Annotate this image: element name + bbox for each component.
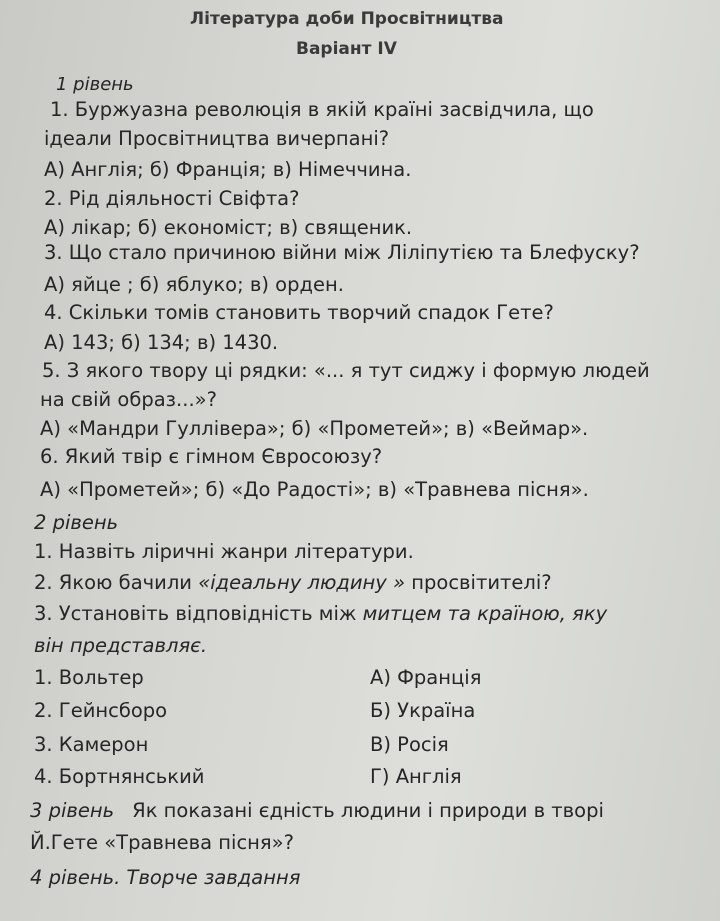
question-1-2-answers: А) лікар; б) економіст; в) священик. <box>44 216 413 239</box>
question-1-5-answers: А) «Мандри Гуллівера»; б) «Прометей»; в) «Веймар». <box>40 417 589 440</box>
matching-left-4: 4. Бортнянський <box>34 765 205 788</box>
matching-left-3: 3. Камерон <box>34 733 149 756</box>
question-2-2 <box>34 570 552 596</box>
question-2-2-italic: «ідеальну людину » <box>198 571 406 594</box>
question-1-6: 6. Який твір є гімном Євросоюзу? <box>40 445 383 468</box>
question-2-3-line-1 <box>34 601 607 627</box>
matching-left-2: 2. Гейнсборо <box>34 699 168 722</box>
level-3-text-line-1: Як показані єдність людини і природи в творі <box>132 799 604 822</box>
question-1-5-line-1: 5. З якого твору ці рядки: «... я тут сиджу і формую людей <box>42 359 650 382</box>
question-1-3-answers: А) яйце ; б) яблуко; в) орден. <box>44 273 344 296</box>
matching-right-4: Г) Англія <box>370 765 462 788</box>
matching-left-1: 1. Вольтер <box>34 666 144 689</box>
question-1-3: 3. Що стало причиною війни між Ліліпутією та Блефуску? <box>44 241 640 264</box>
question-2-3-prefix: 3. Установіть відповідність між <box>34 602 363 625</box>
question-2-3-line-2: він представляє. <box>34 634 208 657</box>
worksheet-title: Література доби Просвітництва <box>190 9 504 29</box>
question-1-4-answers: А) 143; б) 134; в) 1430. <box>44 331 279 354</box>
question-1-1-line-1: 1. Буржуазна революція в якій країні засвідчила, що <box>50 98 594 121</box>
question-2-1: 1. Назвіть ліричні жанри літератури. <box>34 540 414 563</box>
level-2-heading: 2 рівень <box>34 511 119 534</box>
level-3-row <box>30 798 604 824</box>
matching-right-3: В) Росія <box>370 733 449 756</box>
question-1-6-answers: А) «Прометей»; б) «До Радості»; в) «Травнева пісня». <box>40 478 589 501</box>
variant-label: Варіант IV <box>296 39 397 59</box>
level-3-text-line-2: Й.Гете «Травнева пісня»? <box>30 831 294 854</box>
level-3-heading: 3 рівень <box>30 799 115 822</box>
question-1-2: 2. Рід діяльності Свіфта? <box>44 187 300 210</box>
question-2-2-suffix: просвітителі? <box>405 571 552 594</box>
question-1-1-line-2: ідеали Просвітництва вичерпані? <box>44 127 390 150</box>
level-1-heading: 1 рівень <box>56 74 134 95</box>
question-1-4: 4. Скільки томів становить творчий спадок Гете? <box>44 301 554 324</box>
matching-right-1: А) Франція <box>370 666 482 689</box>
question-2-2-prefix: 2. Якою бачили <box>34 571 199 594</box>
question-1-5-line-2: на свій образ...»? <box>40 388 217 411</box>
question-2-3-italic: митцем та країною, яку <box>362 602 608 625</box>
question-1-1-answers: А) Англія; б) Франція; в) Німеччина. <box>44 158 412 181</box>
matching-right-2: Б) Україна <box>370 699 476 722</box>
level-4-heading: 4 рівень. Творче завдання <box>30 866 301 889</box>
